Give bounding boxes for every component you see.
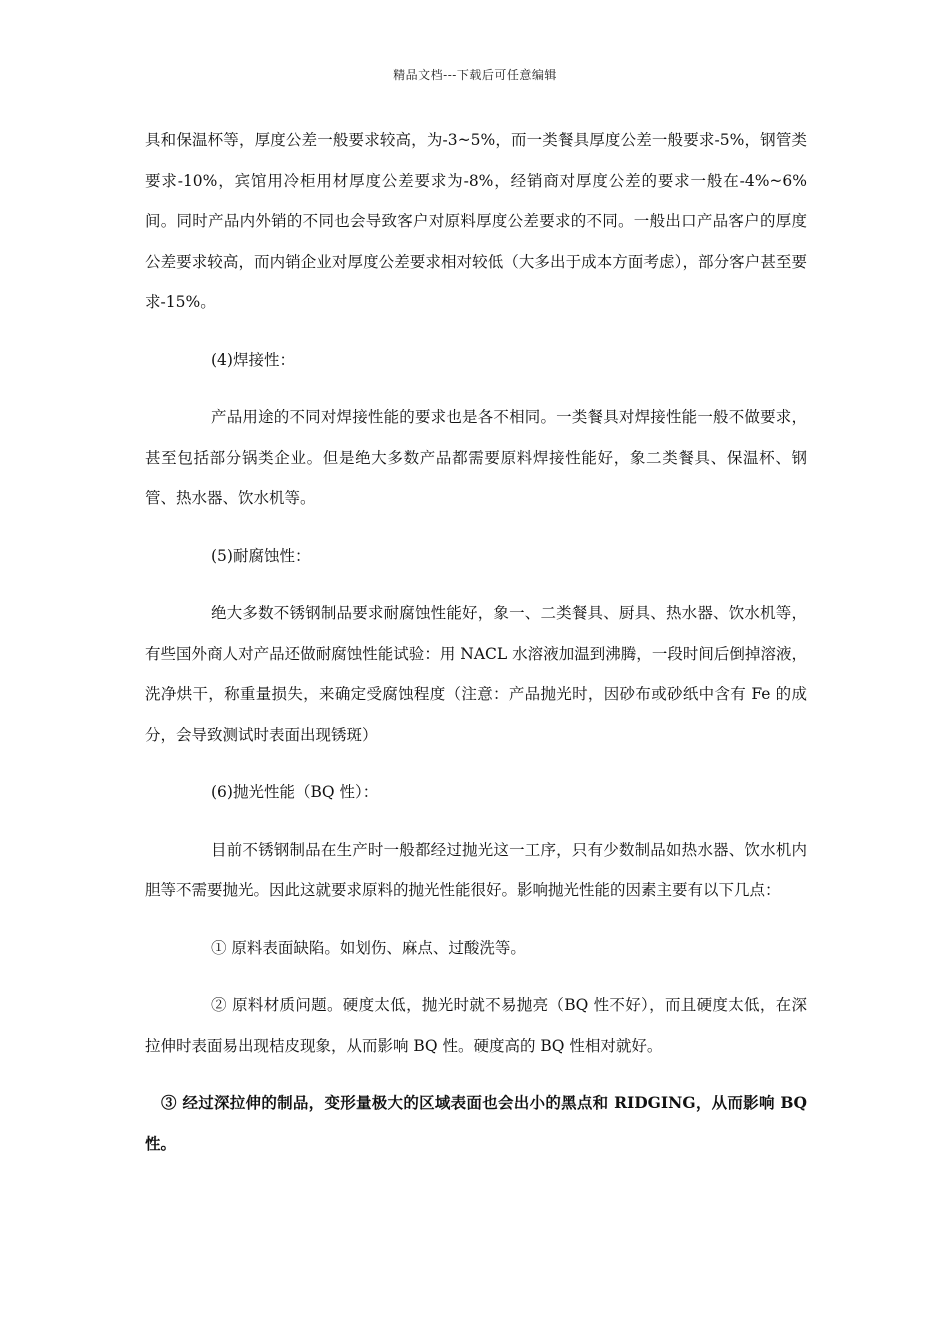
list-item-surface-defects: ① 原料表面缺陷。如划伤、麻点、过酸洗等。 xyxy=(211,938,526,957)
paragraph-polishing: 目前不锈钢制品在生产时一般都经过抛光这一工序，只有少数制品如热水器、饮水机内胆等不需要抛光。因此这就要求原料的抛光性能很好。影响抛光性能的因素主要有以下几点： xyxy=(145,840,807,899)
paragraph-thickness-tolerance: 具和保温杯等，厚度公差一般要求较高，为-3~5%，而一类餐具厚度公差一般要求-5%，钢管类要求-10%，宾馆用冷柜用材厚度公差要求为-8%，经销商对厚度公差的要求一般在-4%~6%间。同时产品内外销的不同也会导致客户对原料厚度公差要求的不同。一般出口产品客户的厚度公差要求较高，而内销企业对厚度公差要求相对较低（大多出于成本方面考虑），部分客户甚至要求-15%。 xyxy=(145,131,807,311)
document-body xyxy=(145,120,807,1164)
heading-polishing: (6)抛光性能（BQ 性）： xyxy=(211,783,379,801)
paragraph-corrosion-resistance: 绝大多数不锈钢制品要求耐腐蚀性能好，象一、二类餐具、厨具、热水器、饮水机等，有些国外商人对产品还做耐腐蚀性能试验：用 NACL 水溶液加温到沸腾，一段时间后倒掉溶液，洗净烘干，称重量损失，来确定受腐蚀程度（注意：产品抛光时，因砂布或砂纸中含有 Fe 的成分，会导致测试时表面出现锈斑） xyxy=(145,604,807,744)
heading-corrosion-resistance: (5)耐腐蚀性： xyxy=(211,546,311,565)
heading-weldability: (4)焊接性： xyxy=(211,350,295,369)
list-item-material-hardness: ② 原料材质问题。硬度太低，抛光时就不易抛亮（BQ 性不好），而且硬度太低，在深拉伸时表面易出现桔皮现象，从而影响 BQ 性。硬度高的 BQ 性相对就好。 xyxy=(145,996,807,1055)
list-item-deep-drawing: ③ 经过深拉伸的制品，变形量极大的区域表面也会出小的黑点和 RIDGING，从而影响 BQ 性。 xyxy=(145,1093,807,1153)
page-header: 精品文档---下载后可任意编辑 xyxy=(393,68,557,82)
paragraph-weldability: 产品用途的不同对焊接性能的要求也是各不相同。一类餐具对焊接性能一般不做要求，甚至包括部分锅类企业。但是绝大多数产品都需要原料焊接性能好，象二类餐具、保温杯、钢管、热水器、饮水机等。 xyxy=(145,408,807,507)
